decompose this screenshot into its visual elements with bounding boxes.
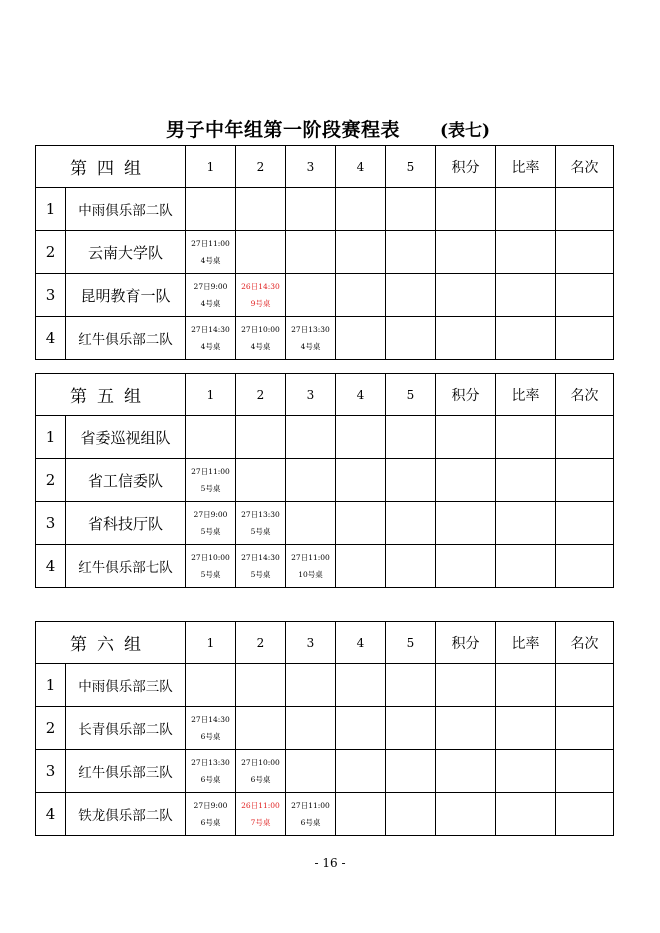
empty-cell: [386, 416, 436, 459]
empty-cell: [496, 664, 556, 707]
page-subtitle: (表七): [440, 121, 491, 141]
team-name: 省工信委队: [66, 459, 186, 502]
team-name: 铁龙俱乐部二队: [66, 793, 186, 836]
match-table: 6号桌: [250, 775, 271, 784]
match-schedule-cell: [236, 793, 286, 836]
match-time: 27日13:30: [291, 325, 330, 334]
match-schedule-cell: [186, 459, 236, 502]
match-table: 4号桌: [250, 342, 271, 351]
row-index: 3: [36, 502, 66, 545]
match-time: 27日14:30: [241, 553, 280, 562]
column-header: 2: [236, 146, 286, 188]
empty-cell: [436, 750, 496, 793]
empty-cell: [336, 317, 386, 360]
empty-cell: [556, 416, 614, 459]
empty-cell: [336, 664, 386, 707]
empty-cell: [286, 416, 336, 459]
header-row: [36, 146, 614, 188]
match-table: 5号桌: [200, 484, 221, 493]
empty-cell: [236, 188, 286, 231]
empty-cell: [386, 231, 436, 274]
match-time: 27日10:00: [241, 325, 280, 334]
empty-cell: [286, 664, 336, 707]
team-name: 红牛俱乐部二队: [66, 317, 186, 360]
empty-cell: [556, 188, 614, 231]
empty-cell: [496, 416, 556, 459]
column-header: 2: [236, 622, 286, 664]
row-index: 1: [36, 188, 66, 231]
team-name: 省委巡视组队: [66, 416, 186, 459]
row-index: 2: [36, 707, 66, 750]
match-schedule-cell: [186, 793, 236, 836]
match-schedule-cell: [286, 317, 336, 360]
table-row: [36, 274, 614, 317]
row-index: 4: [36, 317, 66, 360]
column-header: 积分: [436, 374, 496, 416]
empty-cell: [236, 459, 286, 502]
table-row: [36, 750, 614, 793]
table-row: [36, 459, 614, 502]
empty-cell: [336, 545, 386, 588]
row-index: 3: [36, 274, 66, 317]
match-table: 6号桌: [200, 732, 221, 741]
empty-cell: [436, 317, 496, 360]
empty-cell: [336, 750, 386, 793]
column-header: 5: [386, 622, 436, 664]
column-header: 4: [336, 622, 386, 664]
team-name: 昆明教育一队: [66, 274, 186, 317]
empty-cell: [386, 793, 436, 836]
empty-cell: [286, 750, 336, 793]
schedule-table-group-5: [35, 373, 614, 588]
table-row: [36, 502, 614, 545]
match-schedule-cell: [236, 317, 286, 360]
empty-cell: [386, 750, 436, 793]
empty-cell: [556, 750, 614, 793]
match-table: 5号桌: [200, 527, 221, 536]
match-time: 27日11:00: [191, 239, 230, 248]
team-name: 中雨俱乐部三队: [66, 664, 186, 707]
match-time: 27日10:00: [241, 758, 280, 767]
match-time: 27日14:30: [191, 715, 230, 724]
column-header: 积分: [436, 146, 496, 188]
match-time: 26日14:30: [241, 282, 280, 291]
empty-cell: [556, 664, 614, 707]
match-schedule-cell: [186, 317, 236, 360]
empty-cell: [496, 317, 556, 360]
match-time: 27日9:00: [193, 510, 228, 519]
match-schedule-cell: [186, 231, 236, 274]
empty-cell: [336, 274, 386, 317]
empty-cell: [386, 707, 436, 750]
empty-cell: [496, 793, 556, 836]
match-schedule-cell: [186, 274, 236, 317]
empty-cell: [496, 502, 556, 545]
match-table: 5号桌: [200, 570, 221, 579]
match-schedule-cell: [236, 502, 286, 545]
empty-cell: [436, 274, 496, 317]
empty-cell: [386, 274, 436, 317]
empty-cell: [186, 188, 236, 231]
match-table: 4号桌: [200, 299, 221, 308]
empty-cell: [436, 459, 496, 502]
empty-cell: [436, 793, 496, 836]
match-table: 9号桌: [250, 299, 271, 308]
table-row: [36, 664, 614, 707]
page-title: 男子中年组第一阶段赛程表: [166, 119, 401, 141]
empty-cell: [436, 545, 496, 588]
empty-cell: [436, 707, 496, 750]
match-time: 27日11:00: [291, 801, 330, 810]
table-row: [36, 416, 614, 459]
match-time: 27日11:00: [291, 553, 330, 562]
empty-cell: [496, 750, 556, 793]
title-row: [0, 115, 660, 141]
table-row: [36, 188, 614, 231]
empty-cell: [436, 416, 496, 459]
match-schedule-cell: [186, 545, 236, 588]
empty-cell: [386, 188, 436, 231]
column-header: 3: [286, 622, 336, 664]
empty-cell: [236, 231, 286, 274]
empty-cell: [336, 502, 386, 545]
empty-cell: [336, 707, 386, 750]
empty-cell: [336, 231, 386, 274]
match-time: 27日9:00: [193, 801, 228, 810]
empty-cell: [436, 664, 496, 707]
column-header: 5: [386, 374, 436, 416]
empty-cell: [496, 188, 556, 231]
group-name: 第六组: [36, 622, 186, 664]
empty-cell: [556, 317, 614, 360]
column-header: 积分: [436, 622, 496, 664]
match-time: 27日9:00: [193, 282, 228, 291]
match-schedule-cell: [236, 545, 286, 588]
table-row: [36, 317, 614, 360]
column-header: 1: [186, 146, 236, 188]
row-index: 1: [36, 664, 66, 707]
match-table: 10号桌: [298, 570, 323, 579]
empty-cell: [386, 545, 436, 588]
empty-cell: [336, 459, 386, 502]
empty-cell: [236, 416, 286, 459]
column-header: 比率: [496, 146, 556, 188]
match-schedule-cell: [286, 793, 336, 836]
group-name: 第五组: [36, 374, 186, 416]
match-table: 5号桌: [250, 527, 271, 536]
team-name: 中雨俱乐部二队: [66, 188, 186, 231]
row-index: 2: [36, 459, 66, 502]
column-header: 名次: [556, 622, 614, 664]
match-schedule-cell: [236, 274, 286, 317]
table-row: [36, 545, 614, 588]
row-index: 1: [36, 416, 66, 459]
empty-cell: [386, 664, 436, 707]
column-header: 4: [336, 146, 386, 188]
table-row: [36, 707, 614, 750]
empty-cell: [496, 231, 556, 274]
match-schedule-cell: [286, 545, 336, 588]
match-time: 27日13:30: [241, 510, 280, 519]
table-row: [36, 793, 614, 836]
group-name: 第四组: [36, 146, 186, 188]
empty-cell: [436, 188, 496, 231]
match-time: 26日11:00: [241, 801, 280, 810]
empty-cell: [556, 707, 614, 750]
match-schedule-cell: [186, 707, 236, 750]
empty-cell: [286, 707, 336, 750]
empty-cell: [436, 231, 496, 274]
empty-cell: [386, 317, 436, 360]
column-header: 比率: [496, 374, 556, 416]
column-header: 比率: [496, 622, 556, 664]
empty-cell: [286, 188, 336, 231]
match-schedule-cell: [186, 750, 236, 793]
column-header: 1: [186, 374, 236, 416]
row-index: 2: [36, 231, 66, 274]
column-header: 3: [286, 146, 336, 188]
empty-cell: [556, 459, 614, 502]
empty-cell: [556, 274, 614, 317]
empty-cell: [496, 459, 556, 502]
empty-cell: [286, 231, 336, 274]
match-table: 6号桌: [200, 775, 221, 784]
match-table: 7号桌: [250, 818, 271, 827]
team-name: 长青俱乐部二队: [66, 707, 186, 750]
empty-cell: [496, 274, 556, 317]
empty-cell: [496, 545, 556, 588]
empty-cell: [236, 707, 286, 750]
header-row: [36, 622, 614, 664]
empty-cell: [556, 231, 614, 274]
empty-cell: [436, 502, 496, 545]
match-schedule-cell: [186, 502, 236, 545]
match-time: 27日11:00: [191, 467, 230, 476]
header-row: [36, 374, 614, 416]
empty-cell: [336, 416, 386, 459]
page-number: - 16 -: [314, 856, 346, 870]
empty-cell: [186, 664, 236, 707]
column-header: 1: [186, 622, 236, 664]
match-table: 4号桌: [300, 342, 321, 351]
team-name: 省科技厅队: [66, 502, 186, 545]
empty-cell: [286, 459, 336, 502]
team-name: 云南大学队: [66, 231, 186, 274]
column-header: 5: [386, 146, 436, 188]
row-index: 4: [36, 545, 66, 588]
column-header: 名次: [556, 146, 614, 188]
table-row: [36, 231, 614, 274]
match-table: 4号桌: [200, 256, 221, 265]
column-header: 3: [286, 374, 336, 416]
match-table: 6号桌: [300, 818, 321, 827]
match-table: 6号桌: [200, 818, 221, 827]
match-time: 27日13:30: [191, 758, 230, 767]
match-table: 5号桌: [250, 570, 271, 579]
team-name: 红牛俱乐部三队: [66, 750, 186, 793]
empty-cell: [286, 502, 336, 545]
empty-cell: [556, 793, 614, 836]
empty-cell: [386, 502, 436, 545]
team-name: 红牛俱乐部七队: [66, 545, 186, 588]
empty-cell: [236, 664, 286, 707]
empty-cell: [186, 416, 236, 459]
row-index: 4: [36, 793, 66, 836]
empty-cell: [386, 459, 436, 502]
column-header: 4: [336, 374, 386, 416]
row-index: 3: [36, 750, 66, 793]
column-header: 名次: [556, 374, 614, 416]
empty-cell: [496, 707, 556, 750]
empty-cell: [556, 545, 614, 588]
schedule-table-group-6: [35, 621, 614, 836]
column-header: 2: [236, 374, 286, 416]
schedule-table-group-4: [35, 145, 614, 360]
match-time: 27日10:00: [191, 553, 230, 562]
match-time: 27日14:30: [191, 325, 230, 334]
match-table: 4号桌: [200, 342, 221, 351]
empty-cell: [556, 502, 614, 545]
empty-cell: [336, 793, 386, 836]
empty-cell: [286, 274, 336, 317]
match-schedule-cell: [236, 750, 286, 793]
empty-cell: [336, 188, 386, 231]
